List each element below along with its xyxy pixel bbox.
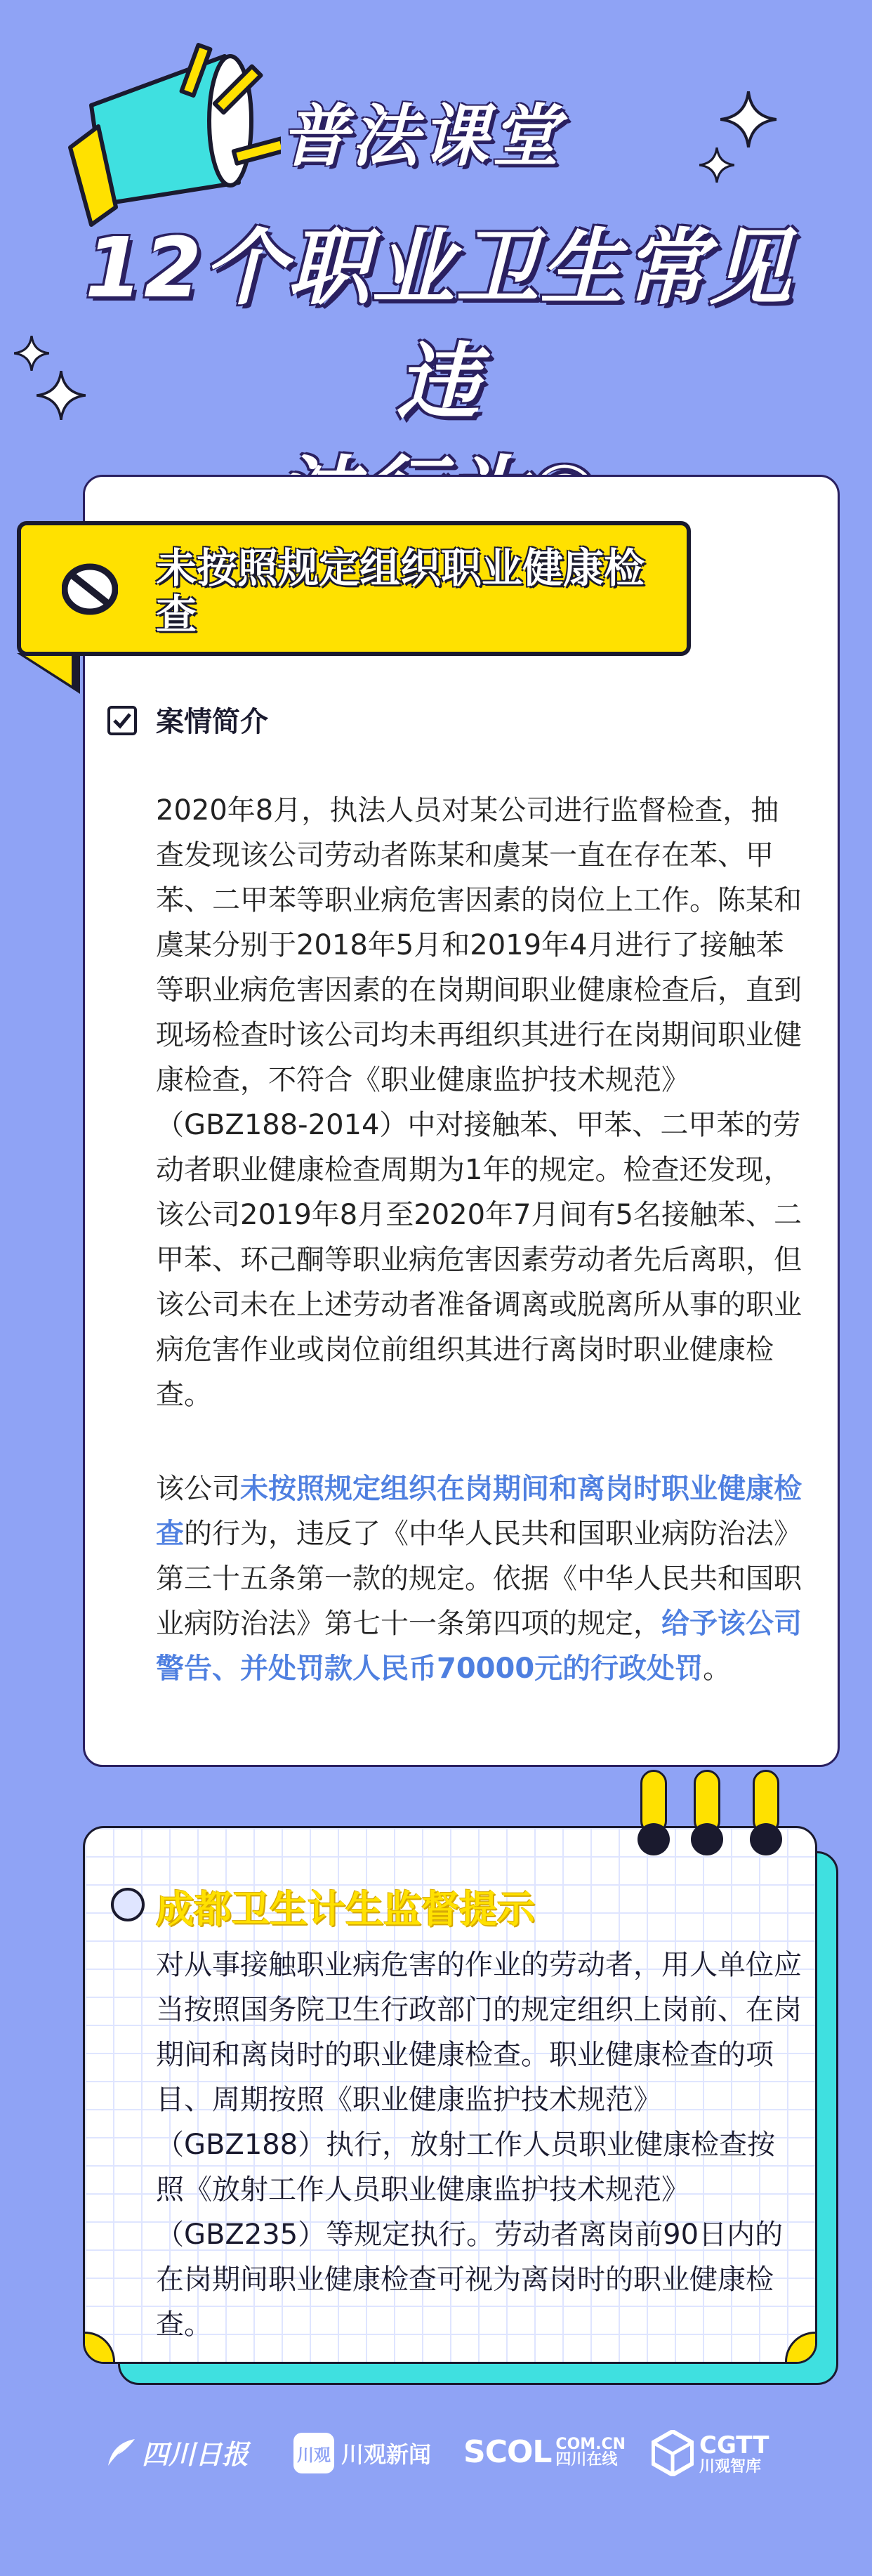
- logo-text: SCOL: [463, 2434, 552, 2470]
- tips-title: 成都卫生计生监督提示: [156, 1887, 535, 1931]
- tips-bullet-icon: [111, 1888, 145, 1921]
- paragraph-text: 的行为，违反了《中华人民共和国职业病防治法》第三十五条第一款的规定。依据《中华人民共和国职业病防治法》第七十一条第四项的规定，: [156, 1518, 802, 1640]
- highlight-penalty: 给予该公司警告、并处罚款人民币70000元的行政处罚: [156, 1608, 802, 1685]
- logo-subtext: 川观智库: [699, 2458, 762, 2476]
- banner-title: 未按照规定组织职业健康检查: [156, 544, 645, 638]
- section-label: 案情简介: [156, 706, 268, 738]
- corner-decoration: [83, 2332, 115, 2364]
- highlight-violation: 未按照规定组织在岗期间和离岗时职业健康检查: [156, 1473, 802, 1550]
- footer-logos: [0, 2423, 872, 2486]
- paragraph-text: 该公司: [156, 1473, 240, 1505]
- feather-icon: [105, 2436, 138, 2469]
- logo-subtext: 四川在线: [555, 2450, 618, 2469]
- page-title-line1: 12个职业卫生常见违: [84, 219, 793, 430]
- binder-ring-icon: [753, 1770, 779, 1851]
- binder-ring-icon: [640, 1770, 667, 1851]
- case-paragraph-1: 2020年8月，执法人员对某公司进行监督检查，抽查发现该公司劳动者陈某和虞某一直在存在苯、甲苯、二甲苯等职业病危害因素的岗位上工作。陈某和虞某分别于2018年5月和2019年4月进行了接触苯等职业病危害因素的在岗期间职业健康检查后，直到现场检查时该公司均未再组织其进行在岗期间职业健康检查，不符合《职业健康监护技术规范》（GBZ188-2014）中对接触苯、甲苯、二甲苯的劳动者职业健康检查周期为1年的规定。检查还发现，该公司2019年8月至2020年7月间有5名接触苯、二甲苯、环己酮等职业病危害因素劳动者先后离职，但该公司未在上述劳动者准备调离或脱离所从事的职业病危害作业或岗位前组织其进行离岗时职业健康检查。: [156, 794, 802, 1411]
- sparkle-icon: [699, 147, 734, 183]
- sparkle-icon: [14, 336, 49, 371]
- logo-chuanguan: [293, 2433, 431, 2473]
- logo-sichuan-daily: [105, 2433, 249, 2471]
- banner-tail-inner: [21, 653, 72, 685]
- logo-text: 四川日报: [142, 2439, 249, 2470]
- subtitle-title: 普法课堂: [281, 97, 562, 176]
- logo-text: 川观新闻: [341, 2441, 432, 2468]
- case-paragraph-2: [156, 1466, 802, 1691]
- checkbox-icon: [107, 705, 138, 739]
- logo-subtext: COM.CN: [555, 2435, 626, 2453]
- logo-scol: [463, 2434, 626, 2470]
- logo-cgtt: [652, 2430, 769, 2476]
- tips-body: 对从事接触职业病危害的作业的劳动者，用人单位应当按照国务院卫生行政部门的规定组织上岗前、在岗期间和离岗时的职业健康检查。职业健康检查的项目、周期按照《职业健康监护技术规范》（GBZ188）执行，放射工作人员职业健康检查按照《放射工作人员职业健康监护技术规范》（GBZ235）等规定执行。劳动者离岗前90日内的在岗期间职业健康检查可视为离岗时的职业健康检查。: [156, 1949, 802, 2341]
- binder-ring-icon: [694, 1770, 720, 1851]
- paragraph-text: 。: [703, 1652, 732, 1685]
- sparkle-icon: [720, 91, 777, 147]
- prohibited-icon: [62, 563, 118, 618]
- logo-text: CGTT: [699, 2431, 769, 2459]
- cube-icon: [652, 2430, 694, 2476]
- logo-box: 川观: [293, 2433, 334, 2473]
